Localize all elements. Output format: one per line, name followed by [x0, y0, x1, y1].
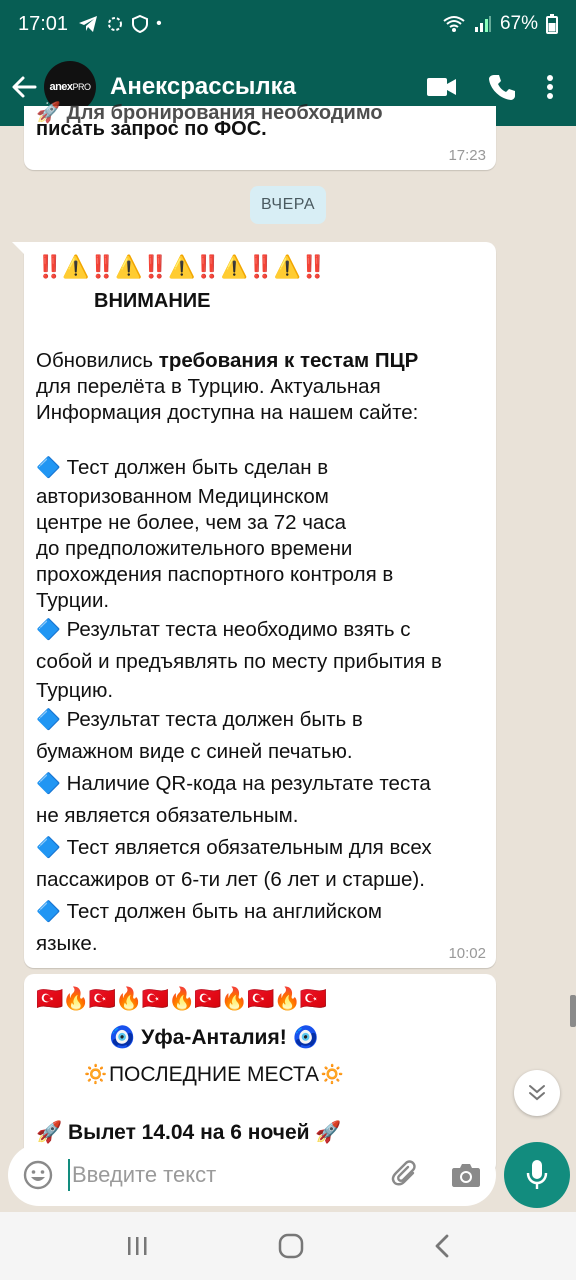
- double-chevron-down-icon: [527, 1083, 547, 1103]
- list-item: 🔷 Тест должен быть на английском языке.: [36, 900, 382, 955]
- list-item: 🔷 Результат теста необходимо взять с собой и предъявлять по месту прибытия в Турцию.: [36, 618, 442, 702]
- list-item: 🔷 Тест является обязательным для всех пассажиров от 6-ти лет (6 лет и старше).: [36, 836, 432, 891]
- diamond-icon: 🔷: [36, 773, 61, 795]
- signal-icon: [474, 15, 492, 33]
- attach-button[interactable]: [376, 1160, 436, 1190]
- diamond-icon: 🔷: [36, 901, 61, 923]
- scroll-down-button[interactable]: [514, 1070, 560, 1116]
- sun-icon: 🔅: [319, 1063, 346, 1086]
- status-time: 17:01: [18, 12, 69, 35]
- battery-percent: 67%: [499, 13, 538, 34]
- phone-call-icon[interactable]: [488, 73, 516, 101]
- chat-title[interactable]: Анексрассылка: [110, 73, 297, 100]
- message-bubble[interactable]: [24, 242, 496, 968]
- message-time: 10:02: [448, 945, 486, 962]
- diamond-icon: 🔷: [36, 837, 61, 859]
- home-icon[interactable]: [278, 1233, 304, 1259]
- eye-icon: 🧿: [109, 1026, 136, 1049]
- departure-line: 🚀 Вылет 14.04 на 6 ночей 🚀: [36, 1121, 342, 1144]
- more-options-icon[interactable]: [546, 74, 554, 100]
- message-composer: [8, 1144, 496, 1206]
- status-bar: [0, 0, 576, 48]
- rocket-icon: 🚀: [315, 1121, 342, 1144]
- rocket-icon: 🚀: [36, 1121, 63, 1144]
- telegram-icon: [78, 15, 98, 33]
- message-text-cut: 🚀 Для бронирования необходимо: [36, 102, 383, 124]
- paperclip-icon: [391, 1160, 421, 1190]
- avatar-text: anex: [49, 81, 73, 93]
- message-bubble[interactable]: [24, 102, 496, 170]
- date-divider: ВЧЕРА: [250, 186, 326, 224]
- last-seats: 🔅ПОСЛЕДНИЕ МЕСТА🔅: [82, 1063, 346, 1086]
- route-title: 🧿 Уфа-Анталия! 🧿: [109, 1026, 319, 1049]
- diamond-icon: 🔷: [36, 709, 61, 731]
- diamond-icon: 🔷: [36, 457, 61, 479]
- message-text: писать запрос по ФОС.: [36, 118, 267, 140]
- emoji-button[interactable]: [8, 1160, 68, 1190]
- recent-apps-icon[interactable]: [125, 1235, 149, 1257]
- battery-icon: [546, 14, 558, 34]
- shield-icon: [132, 15, 148, 33]
- chat-messages[interactable]: [0, 102, 576, 1144]
- attention-heading: ВНИМАНИЕ: [94, 290, 211, 312]
- sun-icon: 🔅: [82, 1063, 109, 1086]
- wifi-icon: [442, 15, 466, 33]
- arrow-left-icon: [11, 75, 37, 99]
- video-call-icon[interactable]: [426, 76, 458, 98]
- eye-icon: 🧿: [292, 1026, 319, 1049]
- list-item: 🔷 Результат теста должен быть в бумажном виде с синей печатью.: [36, 708, 363, 763]
- list-item: 🔷 Наличие QR-кода на результате теста не является обязательным.: [36, 772, 431, 827]
- message-input[interactable]: [68, 1159, 376, 1191]
- camera-button[interactable]: [436, 1162, 496, 1188]
- scroll-handle[interactable]: [570, 995, 576, 1027]
- warning-emoji-row: ‼️⚠️‼️⚠️‼️⚠️‼️⚠️‼️⚠️‼️: [36, 254, 327, 279]
- sync-icon: [106, 15, 124, 33]
- avatar-text-pro: PRO: [72, 82, 91, 92]
- status-notification-icons: [78, 15, 162, 33]
- camera-icon: [451, 1162, 481, 1188]
- emoji-icon: [23, 1160, 53, 1190]
- diamond-icon: 🔷: [36, 619, 61, 641]
- list-item: 🔷 Тест должен быть сделан в авторизованном Медицинском центре не более, чем за 72 часа до предположительного времени прохождения паспортного контроля в Турции.: [36, 456, 394, 612]
- microphone-icon: [526, 1159, 548, 1191]
- back-nav-icon[interactable]: [433, 1233, 451, 1259]
- flag-emoji-row: 🇹🇷🔥🇹🇷🔥🇹🇷🔥🇹🇷🔥🇹🇷🔥🇹🇷: [36, 986, 327, 1011]
- dot-icon: •: [156, 15, 162, 32]
- voice-record-button[interactable]: [504, 1142, 570, 1208]
- message-time: 17:23: [448, 147, 486, 164]
- system-navigation-bar: [0, 1212, 576, 1280]
- message-paragraph: Обновились требования к тестам ПЦР для перелёта в Турцию. Актуальная Информация доступна на нашем сайте:: [36, 349, 419, 424]
- rocket-icon: 🚀: [36, 102, 61, 124]
